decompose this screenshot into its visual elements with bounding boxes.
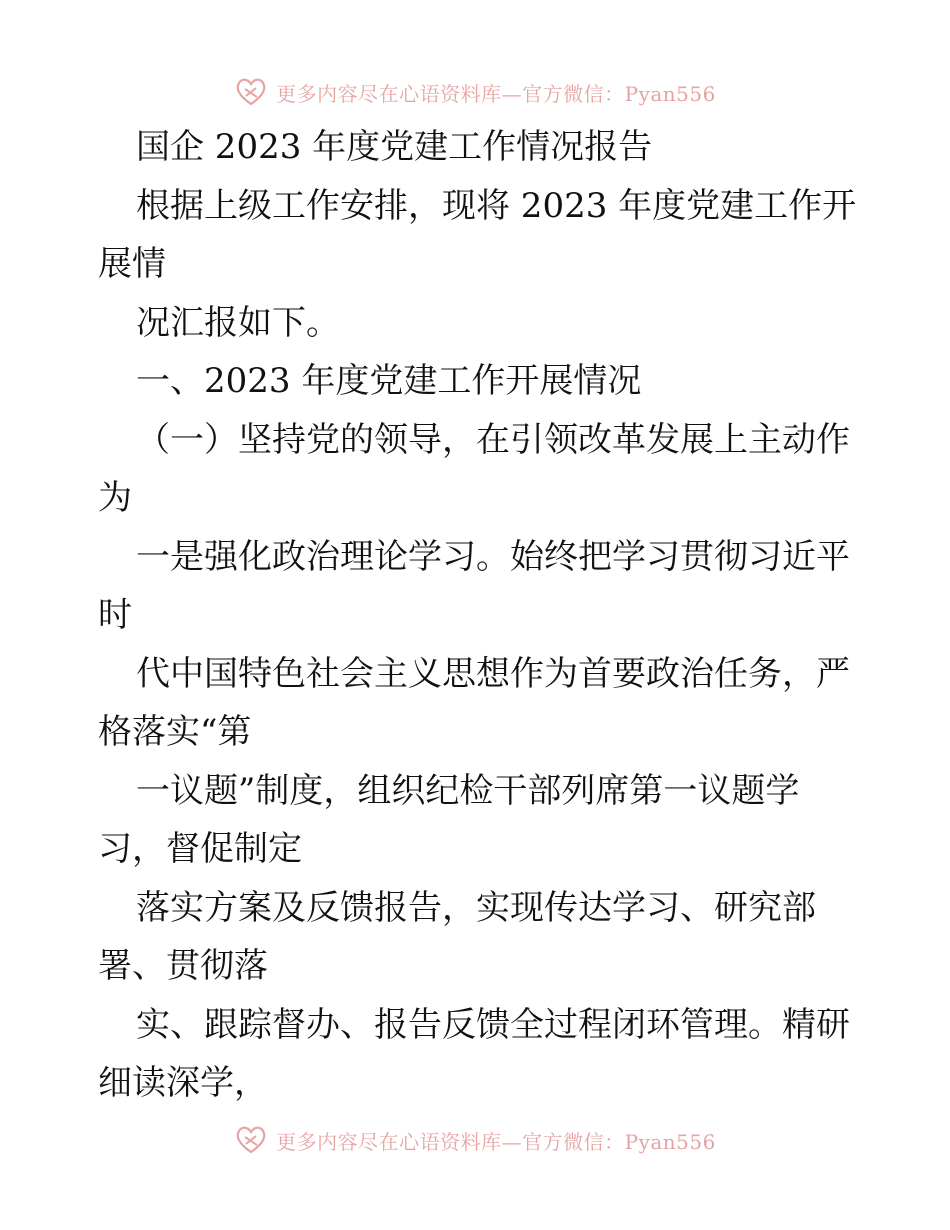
heart-logo-icon [234,75,268,109]
document-line: 代中国特色社会主义思想作为首要政治任务，严 [136,653,850,694]
document-line: 况汇报如下。 [136,302,340,343]
document-line: 落实方案及反馈报告，实现传达学习、研究部 [136,887,816,928]
document-body [98,118,858,1113]
watermark-footer [0,1120,950,1160]
document-line: 署、贯彻落 [98,946,268,986]
watermark-header [0,72,950,112]
document-line: 习，督促制定 [98,829,302,869]
document-line: 细读深学， [98,1063,268,1103]
subsection-heading: （一）坚持党的领导，在引领改革发展上主动作 [136,419,850,460]
document-title: 国企 2023 年度党建工作情况报告 [136,127,653,167]
section-heading: 一、2023 年度党建工作开展情况 [136,361,642,401]
heart-logo-icon [234,1123,268,1157]
watermark-text: 更多内容尽在心语资料库—官方微信：Pyan556 [276,1129,716,1154]
watermark-text: 更多内容尽在心语资料库—官方微信：Pyan556 [276,81,716,106]
document-line: 实、跟踪督办、报告反馈全过程闭环管理。精研 [136,1004,850,1045]
document-line: 一是强化政治理论学习。始终把学习贯彻习近平 [136,536,850,577]
document-line: 格落实“第 [98,712,252,752]
document-line: 展情 [98,244,166,284]
document-line: 一议题”制度，组织纪检干部列席第一议题学 [136,770,800,811]
document-line: 时 [98,595,132,635]
document-line: 根据上级工作安排，现将 2023 年度党建工作开 [136,185,857,226]
document-line: 为 [98,478,132,518]
